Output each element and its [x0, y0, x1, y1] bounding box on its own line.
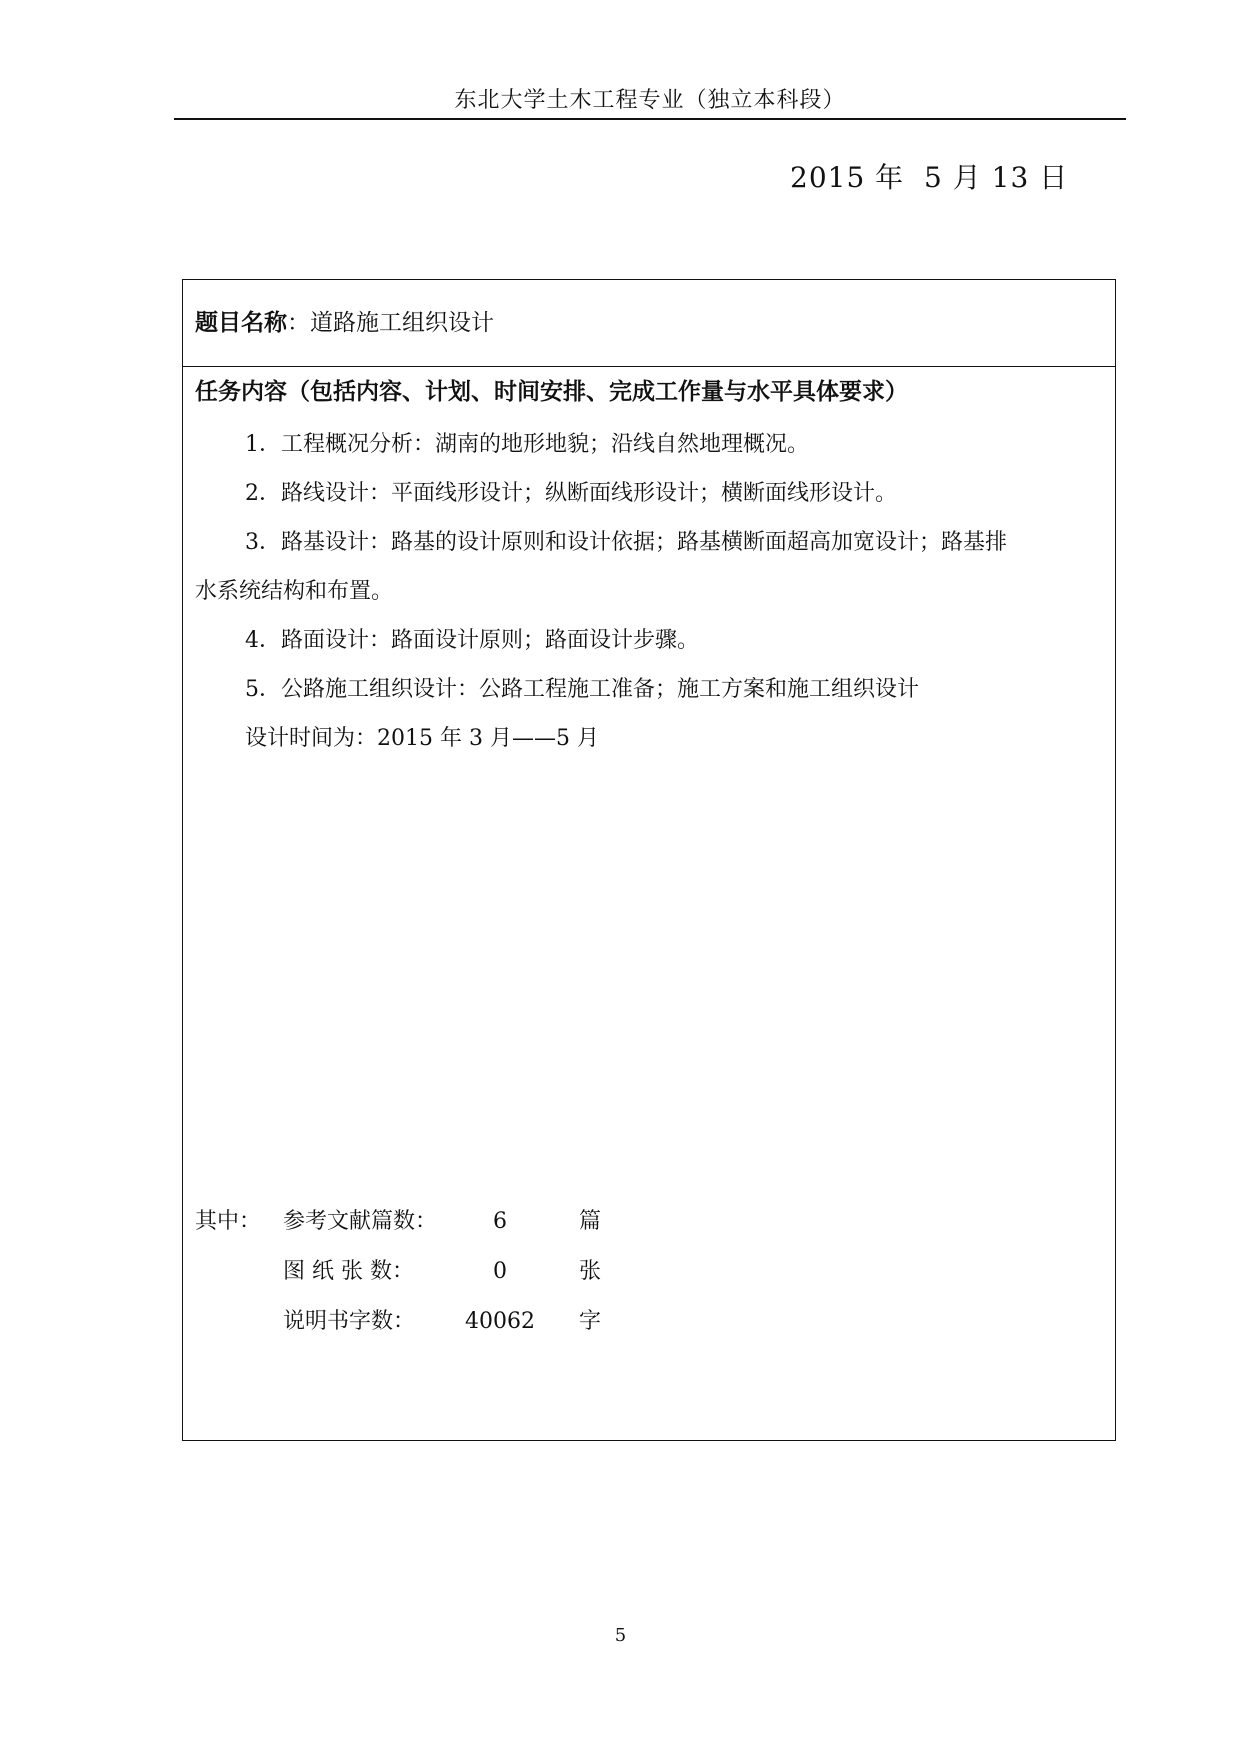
stat-label: 说明书字数：: [283, 1309, 416, 1334]
date-year: 2015: [790, 161, 866, 194]
statistics: [195, 1197, 795, 1347]
task-item-3: 3．路基设计：路基的设计原则和设计依据；路基横断面超高加宽设计；路基排: [245, 530, 1007, 555]
topic-separator: ：: [287, 310, 310, 336]
stat-row-drawings: [195, 1247, 795, 1297]
stat-row-word-count: [195, 1297, 795, 1347]
page-number: 5: [614, 1625, 627, 1646]
document-date: [790, 160, 1068, 196]
assignment-table: [182, 279, 1116, 1441]
stat-unit: 字: [579, 1309, 602, 1334]
header-rule: [174, 118, 1126, 120]
topic-line: [195, 308, 494, 338]
task-item-1: 1．工程概况分析：湖南的地形地貌；沿线自然地理概况。: [245, 432, 809, 457]
stat-unit: 篇: [579, 1209, 602, 1234]
stat-value: 0: [493, 1259, 507, 1284]
stat-row-references: [195, 1197, 795, 1247]
date-day-unit: 日: [1039, 161, 1069, 194]
task-list: [195, 420, 1105, 763]
task-item-4: 4．路面设计：路面设计原则；路面设计步骤。: [245, 628, 699, 653]
stat-value: 6: [493, 1209, 507, 1234]
topic-value: 道路施工组织设计: [310, 310, 494, 336]
stat-label: 参考文献篇数：: [283, 1209, 438, 1234]
date-day: 13: [991, 161, 1030, 194]
date-month: 5: [924, 161, 943, 194]
stat-unit: 张: [579, 1259, 602, 1284]
task-item-3-continued: 水系统结构和布置。: [195, 579, 394, 604]
topic-row: [183, 280, 1115, 367]
stats-prefix: 其中：: [195, 1209, 262, 1234]
stat-value: 40062: [465, 1309, 535, 1334]
topic-label: 题目名称: [195, 310, 287, 336]
stat-label: 图 纸 张 数：: [283, 1259, 414, 1284]
page-header: 东北大学土木工程专业（独立本科段）: [454, 88, 846, 113]
task-item-2: 2．路线设计：平面线形设计；纵断面线形设计；横断面线形设计。: [245, 481, 897, 506]
design-schedule: 设计时间为：2015 年 3 月——5 月: [245, 726, 599, 751]
task-heading: 任务内容（包括内容、计划、时间安排、完成工作量与水平具体要求）: [195, 379, 908, 405]
date-month-unit: 月: [952, 161, 982, 194]
date-year-unit: 年: [875, 161, 905, 194]
task-item-5: 5．公路施工组织设计：公路工程施工准备；施工方案和施工组织设计: [245, 677, 919, 702]
